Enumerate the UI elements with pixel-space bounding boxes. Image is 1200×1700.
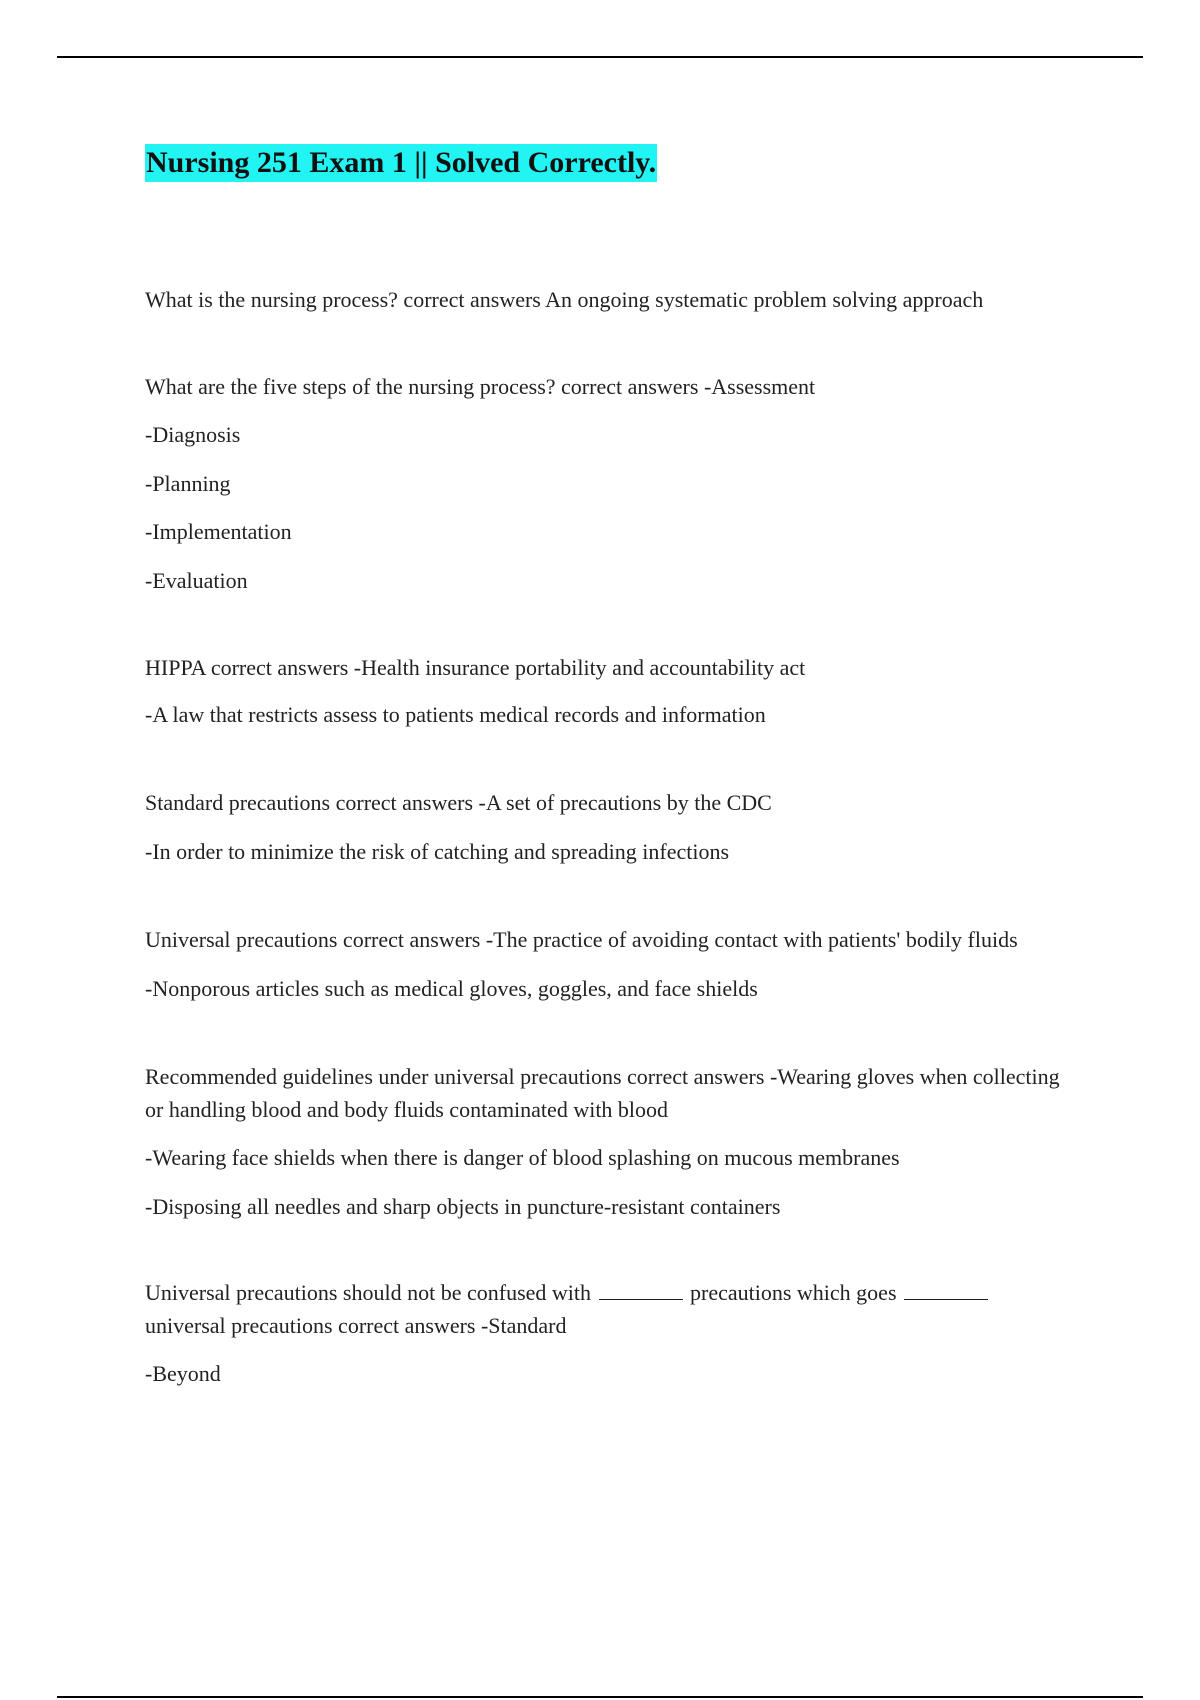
fill-in-blank	[599, 1298, 683, 1300]
answer-line: -Wearing face shields when there is danger of blood splashing on mucous membranes	[145, 1145, 900, 1170]
answer-line: -Implementation	[145, 519, 292, 544]
qa-item-6	[145, 1061, 1075, 1223]
document-title: Nursing 251 Exam 1 || Solved Correctly.	[145, 144, 657, 182]
document-body	[145, 140, 1075, 1391]
answer-line: -Planning	[145, 470, 231, 496]
footer-rule	[57, 1696, 1143, 1698]
answer-line: -In order to minimize the risk of catching and spreading infections	[145, 838, 730, 864]
answer-line: -Beyond	[145, 1361, 221, 1386]
answer-line: -Evaluation	[145, 567, 248, 593]
question-text: Standard precautions correct answers -A set of precautions by the CDC	[145, 790, 772, 815]
question-part: universal precautions correct answers -Standard	[145, 1312, 567, 1338]
fill-in-blank	[904, 1298, 988, 1300]
question-part: precautions which goes	[690, 1280, 897, 1305]
question-text: What is the nursing process? correct answers An ongoing systematic problem solving approach	[145, 287, 984, 312]
question-text: Recommended guidelines under universal precautions correct answers -Wearing gloves when collecting or handling blood and body fluids contaminated with blood	[145, 1064, 1060, 1122]
question-text: Universal precautions correct answers -The practice of avoiding contact with patients' bodily fluids	[145, 927, 1018, 952]
qa-item-2	[145, 371, 1075, 598]
question-text	[145, 1277, 1075, 1342]
answer-line: -A law that restricts assess to patients medical records and information	[145, 701, 766, 727]
question-text: HIPPA correct answers -Health insurance portability and accountability act	[145, 655, 806, 680]
header-rule	[57, 56, 1143, 58]
qa-item-4	[145, 787, 1075, 868]
qa-item-1	[145, 284, 1075, 317]
question-text: What are the five steps of the nursing process? correct answers -Assessment	[145, 373, 816, 399]
answer-line: -Diagnosis	[145, 422, 241, 447]
qa-item-3	[145, 652, 1075, 731]
qa-item-7	[145, 1277, 1075, 1391]
answer-line: -Disposing all needles and sharp objects in puncture-resistant containers	[145, 1193, 781, 1219]
question-part: Universal precautions should not be confused with	[145, 1280, 592, 1305]
answer-line: -Nonporous articles such as medical gloves, goggles, and face shields	[145, 975, 758, 1001]
qa-item-5	[145, 924, 1075, 1005]
